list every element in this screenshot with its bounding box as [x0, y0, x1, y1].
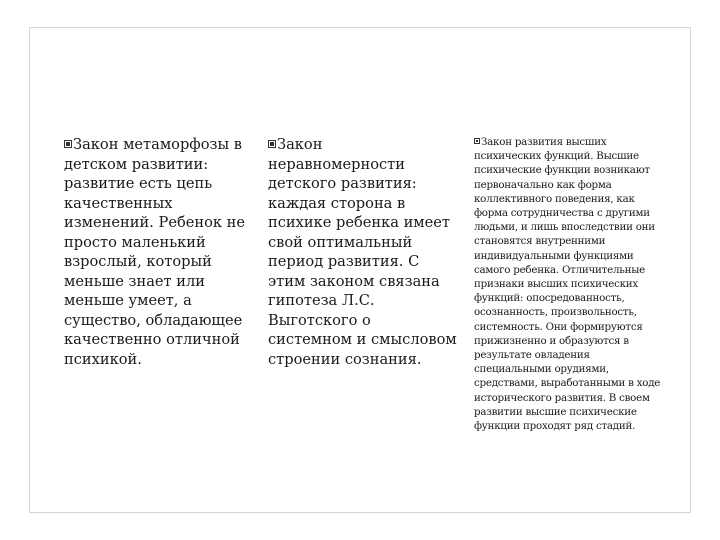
square-bullet-icon	[474, 138, 480, 144]
law-unevenness-block	[268, 135, 458, 369]
law-higher-functions-block	[474, 135, 664, 433]
law-higher-functions-text: Закон развития высших психических функций. Высшие психические функции возникают первоначально как форма коллективного поведения, как форма сотрудничества с другими людьми, и лишь впоследствии они становятся внутренними индивидуальными функциями самого ребенка. Отличительные признаки высших психических функций: опосредованность, осознанность, произвольность, системность. Они формируются прижизненно и образуются в результате овладения специальными орудиями, средствами, выработанными в ходе исторического развития. В своем развитии высшие психические функции проходят ряд стадий.	[474, 136, 661, 433]
law-metamorphosis-text: Закон метаморфозы в детском развитии: развитие есть цепь качественных изменений. Ребенок не просто маленький взрослый, который меньше знает или меньше умеет, а существо, обладающее качественно отличной психикой.	[64, 136, 246, 368]
square-bullet-icon	[268, 140, 276, 148]
square-bullet-icon	[64, 140, 72, 148]
law-unevenness-text: Закон неравномерности детского развития: каждая сторона в психике ребенка имеет свой оптимальный период развития. С этим законом связана гипотеза Л.С. Выготского о системном и смысловом строении сознания.	[268, 136, 457, 368]
law-metamorphosis-block	[64, 135, 254, 369]
